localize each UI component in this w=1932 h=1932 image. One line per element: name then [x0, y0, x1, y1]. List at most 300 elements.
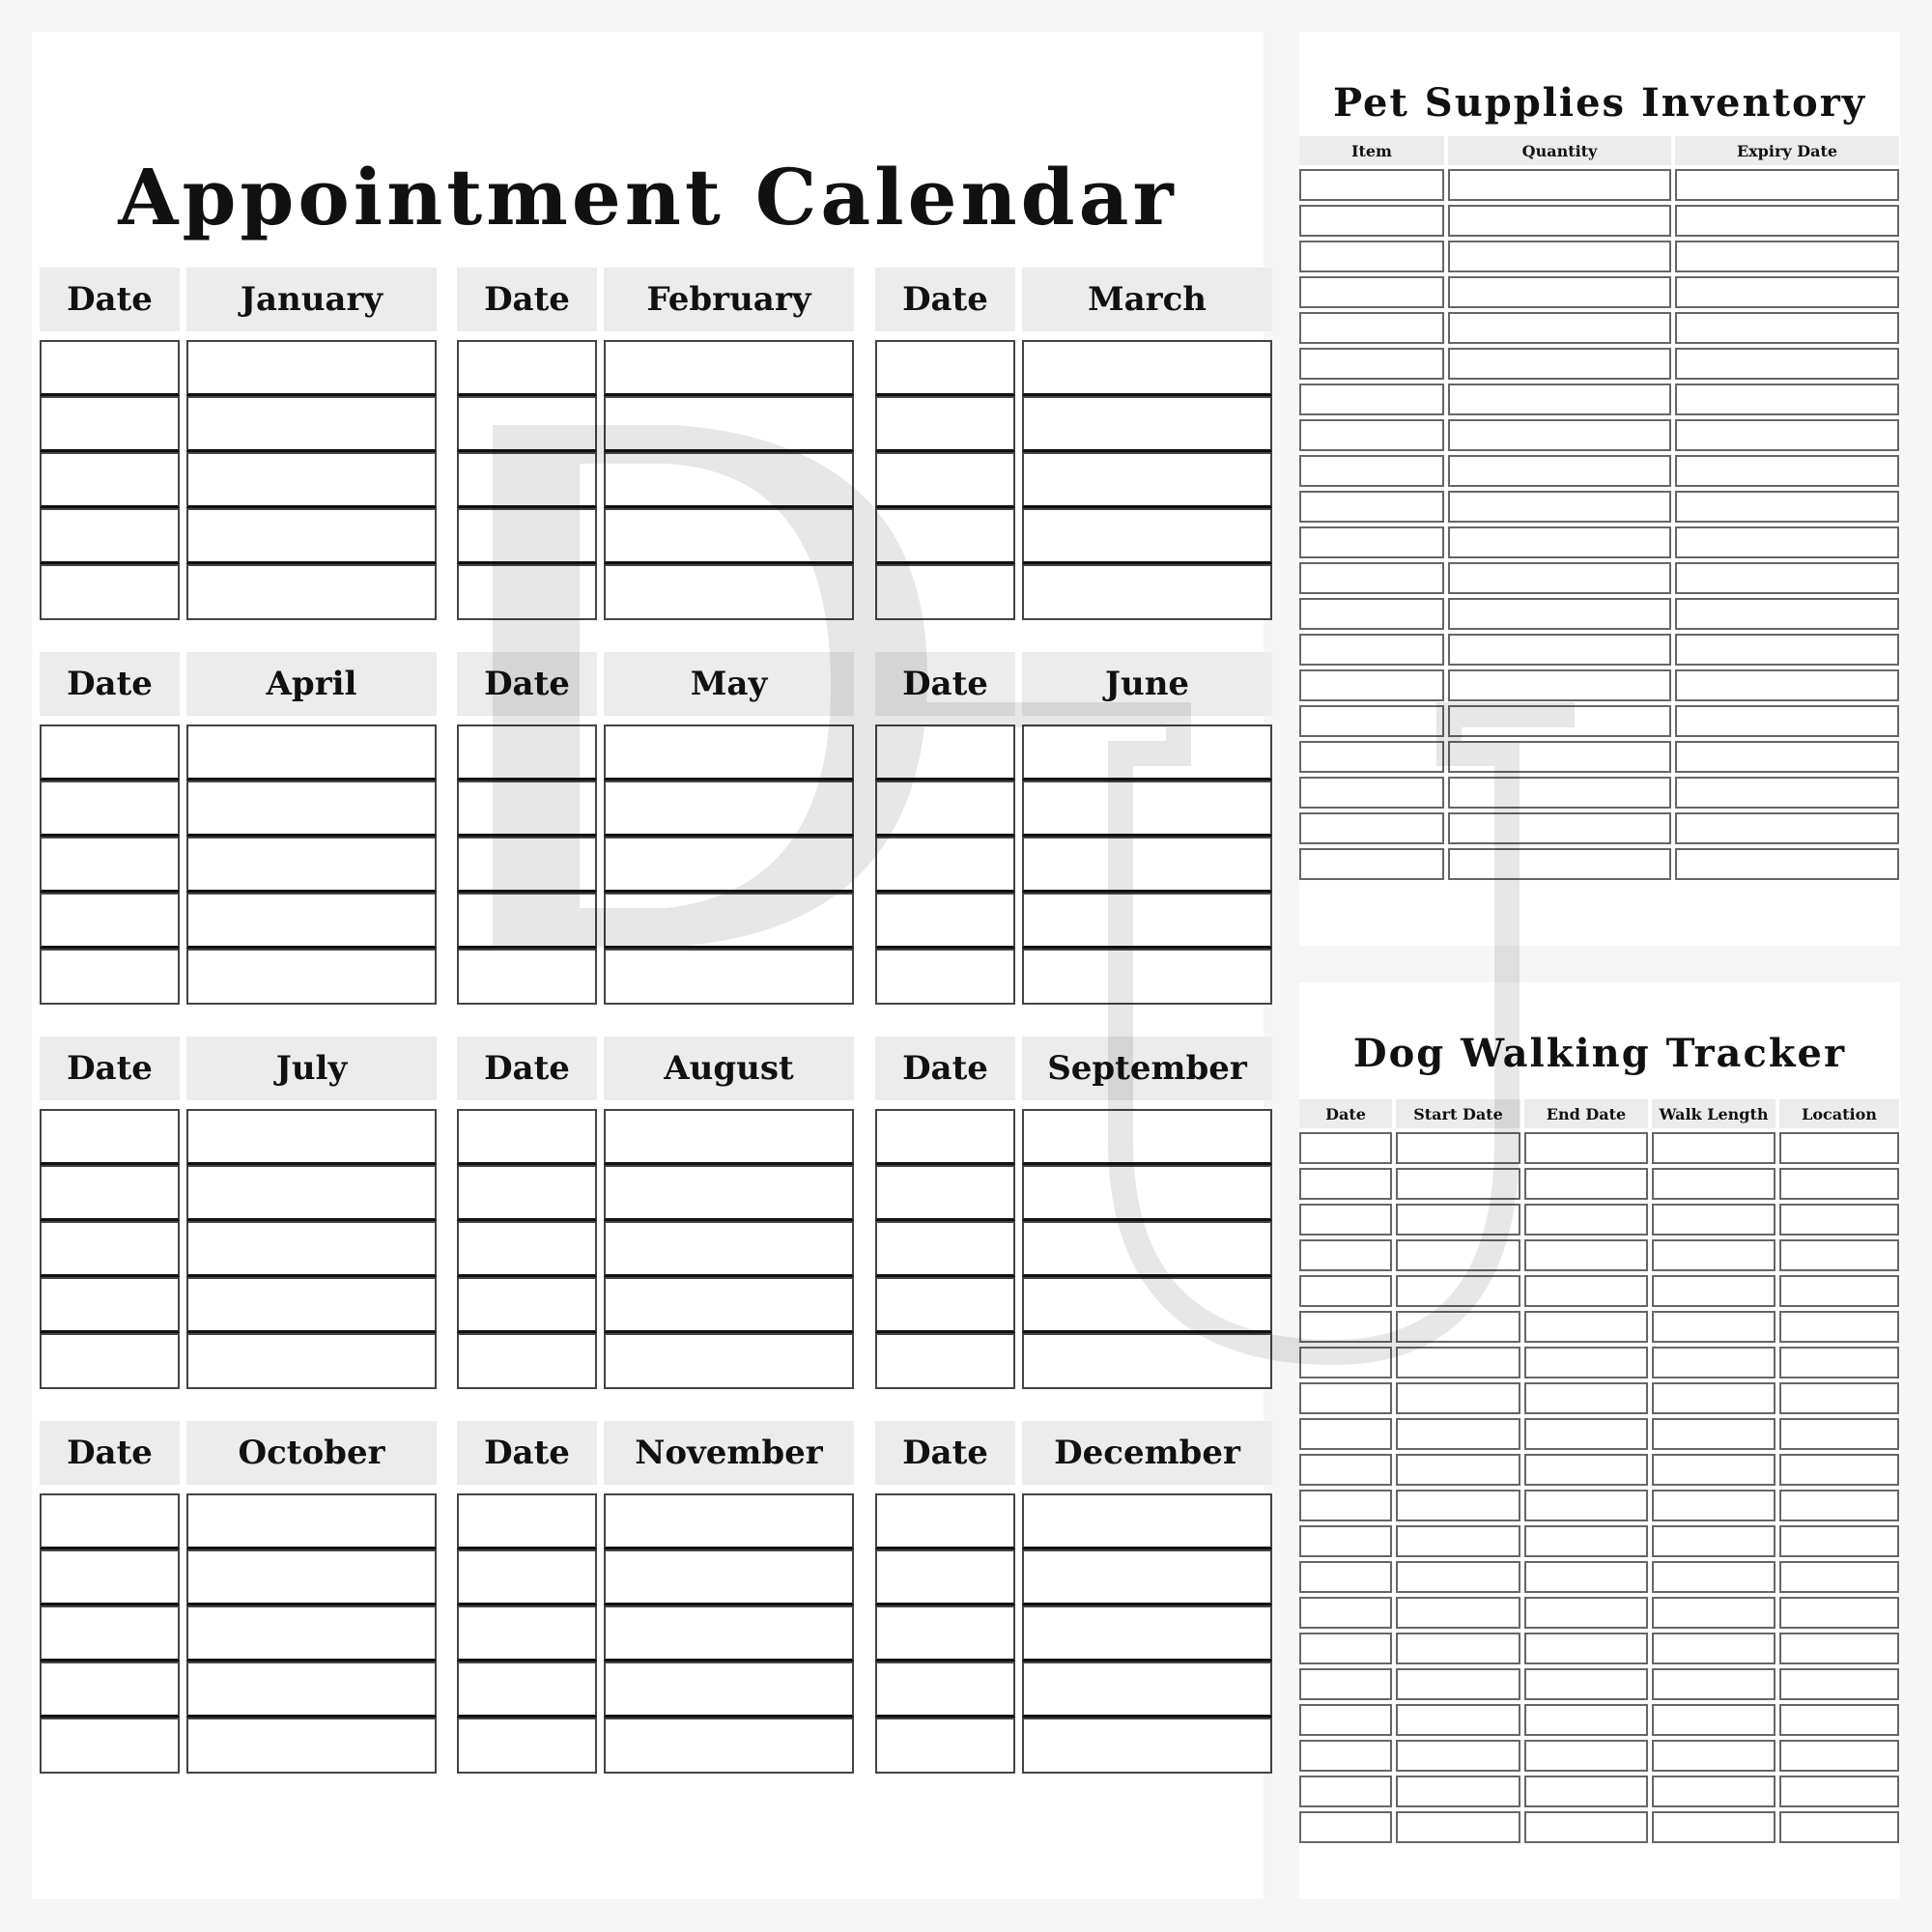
walking-cell[interactable] [1299, 1561, 1392, 1593]
appointment-cell[interactable] [604, 1221, 854, 1277]
walking-cell[interactable] [1524, 1168, 1648, 1200]
appointment-cell[interactable] [186, 1109, 437, 1165]
walking-cell[interactable] [1299, 1132, 1392, 1164]
date-cell[interactable] [40, 724, 180, 781]
appointment-cell[interactable] [604, 1605, 854, 1662]
walking-cell[interactable] [1524, 1811, 1648, 1843]
walking-cell[interactable] [1652, 1525, 1776, 1557]
inventory-cell[interactable] [1448, 241, 1671, 272]
walking-cell[interactable] [1652, 1668, 1776, 1700]
appointment-cell[interactable] [604, 452, 854, 508]
appointment-cell[interactable] [1022, 949, 1272, 1005]
walking-cell[interactable] [1652, 1382, 1776, 1414]
appointment-cell[interactable] [604, 508, 854, 564]
date-cell[interactable] [875, 837, 1015, 893]
walking-cell[interactable] [1396, 1204, 1520, 1236]
appointment-cell[interactable] [604, 837, 854, 893]
date-cell[interactable] [40, 1277, 180, 1333]
appointment-cell[interactable] [1022, 564, 1272, 620]
inventory-cell[interactable] [1448, 598, 1671, 630]
walking-cell[interactable] [1299, 1776, 1392, 1807]
appointment-cell[interactable] [604, 1493, 854, 1549]
walking-cell[interactable] [1396, 1132, 1520, 1164]
inventory-cell[interactable] [1448, 634, 1671, 666]
walking-cell[interactable] [1779, 1490, 1899, 1521]
walking-cell[interactable] [1299, 1418, 1392, 1450]
inventory-cell[interactable] [1299, 419, 1444, 451]
date-cell[interactable] [875, 893, 1015, 949]
date-cell[interactable] [875, 396, 1015, 452]
walking-cell[interactable] [1779, 1668, 1899, 1700]
inventory-cell[interactable] [1675, 741, 1899, 773]
inventory-cell[interactable] [1675, 455, 1899, 487]
date-cell[interactable] [457, 508, 597, 564]
date-cell[interactable] [457, 1277, 597, 1333]
walking-cell[interactable] [1396, 1168, 1520, 1200]
appointment-cell[interactable] [186, 340, 437, 396]
date-cell[interactable] [40, 1333, 180, 1389]
walking-cell[interactable] [1779, 1811, 1899, 1843]
inventory-cell[interactable] [1299, 777, 1444, 809]
walking-cell[interactable] [1396, 1490, 1520, 1521]
inventory-cell[interactable] [1299, 384, 1444, 415]
walking-cell[interactable] [1396, 1454, 1520, 1486]
date-header: Date [875, 1037, 1015, 1100]
appointment-cell[interactable] [604, 340, 854, 396]
walking-cell[interactable] [1524, 1597, 1648, 1629]
date-cell[interactable] [40, 1549, 180, 1605]
appointment-cell[interactable] [604, 1662, 854, 1718]
date-cell[interactable] [875, 1109, 1015, 1165]
appointment-cell[interactable] [186, 1221, 437, 1277]
walking-cell[interactable] [1396, 1311, 1520, 1343]
date-cell[interactable] [875, 452, 1015, 508]
walking-cell[interactable] [1524, 1776, 1648, 1807]
month-header: April [186, 652, 437, 716]
walking-cell[interactable] [1779, 1454, 1899, 1486]
date-cell[interactable] [875, 1605, 1015, 1662]
inventory-cell[interactable] [1448, 777, 1671, 809]
inventory-cell[interactable] [1299, 169, 1444, 201]
inventory-cell[interactable] [1448, 419, 1671, 451]
date-cell[interactable] [40, 452, 180, 508]
inventory-cell[interactable] [1675, 276, 1899, 308]
walking-cell[interactable] [1779, 1561, 1899, 1593]
inventory-cell[interactable] [1675, 419, 1899, 451]
inventory-cell[interactable] [1448, 276, 1671, 308]
appointment-cell[interactable] [186, 564, 437, 620]
appointment-cell[interactable] [1022, 1662, 1272, 1718]
inventory-cell[interactable] [1675, 348, 1899, 380]
appointment-cell[interactable] [604, 1549, 854, 1605]
inventory-cell[interactable] [1299, 455, 1444, 487]
appointment-cell[interactable] [604, 949, 854, 1005]
inventory-cell[interactable] [1448, 455, 1671, 487]
walking-cell[interactable] [1396, 1275, 1520, 1307]
date-cell[interactable] [457, 949, 597, 1005]
appointment-cell[interactable] [186, 396, 437, 452]
walking-cell[interactable] [1779, 1168, 1899, 1200]
date-cell[interactable] [40, 1165, 180, 1221]
appointment-cell[interactable] [1022, 1165, 1272, 1221]
date-cell[interactable] [40, 564, 180, 620]
walking-cell[interactable] [1396, 1382, 1520, 1414]
walking-cell[interactable] [1396, 1668, 1520, 1700]
appointment-cell[interactable] [186, 949, 437, 1005]
inventory-cell[interactable] [1675, 634, 1899, 666]
appointment-cell[interactable] [1022, 396, 1272, 452]
walking-cell[interactable] [1524, 1204, 1648, 1236]
date-cell[interactable] [40, 837, 180, 893]
walking-cell[interactable] [1524, 1454, 1648, 1486]
inventory-cell[interactable] [1448, 705, 1671, 737]
inventory-cell[interactable] [1675, 491, 1899, 523]
appointment-cell[interactable] [186, 452, 437, 508]
date-cell[interactable] [457, 1605, 597, 1662]
walking-cell[interactable] [1524, 1704, 1648, 1736]
inventory-cell[interactable] [1299, 562, 1444, 594]
inventory-cell[interactable] [1675, 812, 1899, 844]
inventory-cell[interactable] [1675, 562, 1899, 594]
inventory-cell[interactable] [1299, 812, 1444, 844]
walking-cell[interactable] [1779, 1132, 1899, 1164]
month-block-may [457, 652, 854, 1005]
walking-cell[interactable] [1652, 1776, 1776, 1807]
inventory-cell[interactable] [1675, 848, 1899, 880]
appointment-cell[interactable] [1022, 1549, 1272, 1605]
walking-cell[interactable] [1779, 1776, 1899, 1807]
walking-cell[interactable] [1779, 1597, 1899, 1629]
walking-cell[interactable] [1396, 1633, 1520, 1664]
walking-cell[interactable] [1652, 1418, 1776, 1450]
appointment-cell[interactable] [186, 1277, 437, 1333]
date-cell[interactable] [457, 837, 597, 893]
walking-cell[interactable] [1396, 1418, 1520, 1450]
walking-cell[interactable] [1299, 1597, 1392, 1629]
walking-cell[interactable] [1652, 1311, 1776, 1343]
date-cell[interactable] [875, 564, 1015, 620]
walking-cell[interactable] [1779, 1239, 1899, 1271]
walking-cell[interactable] [1779, 1347, 1899, 1378]
inventory-cell[interactable] [1299, 312, 1444, 344]
appointment-cell[interactable] [186, 724, 437, 781]
date-cell[interactable] [457, 340, 597, 396]
appointment-cell[interactable] [604, 1109, 854, 1165]
month-header: December [1022, 1421, 1272, 1485]
date-cell[interactable] [875, 1718, 1015, 1774]
appointment-cell[interactable] [604, 724, 854, 781]
walking-cell[interactable] [1779, 1525, 1899, 1557]
date-cell[interactable] [40, 508, 180, 564]
inventory-cell[interactable] [1299, 348, 1444, 380]
appointment-cell[interactable] [1022, 1333, 1272, 1389]
inventory-cell[interactable] [1448, 741, 1671, 773]
walking-cell[interactable] [1779, 1740, 1899, 1772]
date-cell[interactable] [457, 564, 597, 620]
date-cell[interactable] [40, 1662, 180, 1718]
inventory-cell[interactable] [1675, 669, 1899, 701]
appointment-cell[interactable] [604, 1333, 854, 1389]
walking-cell[interactable] [1652, 1168, 1776, 1200]
date-cell[interactable] [875, 1549, 1015, 1605]
appointment-cell[interactable] [1022, 1493, 1272, 1549]
appointment-calendar-page [32, 32, 1264, 1899]
walking-cell[interactable] [1299, 1454, 1392, 1486]
date-cell[interactable] [40, 1718, 180, 1774]
walking-cell[interactable] [1396, 1811, 1520, 1843]
appointment-cell[interactable] [1022, 724, 1272, 781]
walking-cell[interactable] [1524, 1239, 1648, 1271]
inventory-cell[interactable] [1299, 491, 1444, 523]
walking-cell[interactable] [1524, 1132, 1648, 1164]
walking-cell[interactable] [1396, 1525, 1520, 1557]
date-cell[interactable] [457, 396, 597, 452]
date-cell[interactable] [457, 1549, 597, 1605]
month-header: August [604, 1037, 854, 1100]
walking-cell[interactable] [1299, 1204, 1392, 1236]
inventory-cell[interactable] [1299, 276, 1444, 308]
appointment-cell[interactable] [604, 1277, 854, 1333]
appointment-cell[interactable] [186, 837, 437, 893]
appointment-cell[interactable] [186, 1493, 437, 1549]
inventory-cell[interactable] [1448, 205, 1671, 237]
walking-cell[interactable] [1524, 1347, 1648, 1378]
inventory-cell[interactable] [1448, 562, 1671, 594]
appointment-cell[interactable] [186, 781, 437, 837]
walking-cell[interactable] [1652, 1454, 1776, 1486]
date-cell[interactable] [457, 1221, 597, 1277]
inventory-cell[interactable] [1448, 312, 1671, 344]
walking-cell[interactable] [1396, 1347, 1520, 1378]
date-header: Date [875, 652, 1015, 716]
inventory-cell[interactable] [1675, 705, 1899, 737]
walking-cell[interactable] [1299, 1311, 1392, 1343]
appointment-cell[interactable] [604, 781, 854, 837]
walking-cell[interactable] [1396, 1776, 1520, 1807]
inventory-cell[interactable] [1675, 169, 1899, 201]
inventory-cell[interactable] [1299, 705, 1444, 737]
inventory-cell[interactable] [1675, 526, 1899, 558]
date-cell[interactable] [457, 724, 597, 781]
inventory-cell[interactable] [1675, 598, 1899, 630]
appointment-cell[interactable] [604, 1165, 854, 1221]
date-cell[interactable] [40, 1221, 180, 1277]
inventory-cell[interactable] [1448, 348, 1671, 380]
walking-cell[interactable] [1524, 1418, 1648, 1450]
appointment-cell[interactable] [1022, 508, 1272, 564]
walking-cell[interactable] [1652, 1740, 1776, 1772]
walking-cell[interactable] [1299, 1811, 1392, 1843]
date-cell[interactable] [875, 1333, 1015, 1389]
appointment-cell[interactable] [604, 1718, 854, 1774]
walking-cell[interactable] [1652, 1132, 1776, 1164]
walking-cell[interactable] [1299, 1275, 1392, 1307]
walking-cell[interactable] [1652, 1704, 1776, 1736]
month-block-august [457, 1037, 854, 1389]
walking-cell[interactable] [1779, 1418, 1899, 1450]
month-header: September [1022, 1037, 1272, 1100]
appointment-cell[interactable] [186, 1662, 437, 1718]
walking-cell[interactable] [1396, 1740, 1520, 1772]
month-header: July [186, 1037, 437, 1100]
appointment-cell[interactable] [1022, 781, 1272, 837]
walking-cell[interactable] [1652, 1633, 1776, 1664]
inventory-cell[interactable] [1448, 384, 1671, 415]
inventory-cell[interactable] [1675, 205, 1899, 237]
inventory-cell[interactable] [1675, 384, 1899, 415]
month-block-february [457, 268, 854, 620]
date-cell[interactable] [40, 396, 180, 452]
inventory-cell[interactable] [1675, 312, 1899, 344]
appointment-cell[interactable] [604, 893, 854, 949]
date-cell[interactable] [875, 1221, 1015, 1277]
walking-cell[interactable] [1524, 1275, 1648, 1307]
walking-cell[interactable] [1524, 1311, 1648, 1343]
date-cell[interactable] [457, 1109, 597, 1165]
date-cell[interactable] [875, 508, 1015, 564]
date-cell[interactable] [875, 1493, 1015, 1549]
month-block-december [875, 1421, 1272, 1774]
walking-cell[interactable] [1652, 1275, 1776, 1307]
walking-cell[interactable] [1299, 1740, 1392, 1772]
date-cell[interactable] [40, 949, 180, 1005]
walking-cell[interactable] [1396, 1239, 1520, 1271]
walking-cell[interactable] [1652, 1811, 1776, 1843]
appointment-cell[interactable] [1022, 340, 1272, 396]
inventory-cell[interactable] [1299, 848, 1444, 880]
date-cell[interactable] [457, 1493, 597, 1549]
date-cell[interactable] [875, 1662, 1015, 1718]
date-cell[interactable] [875, 949, 1015, 1005]
month-header: November [604, 1421, 854, 1485]
date-cell[interactable] [457, 781, 597, 837]
inventory-cell[interactable] [1299, 634, 1444, 666]
date-cell[interactable] [457, 1718, 597, 1774]
appointment-cell[interactable] [1022, 893, 1272, 949]
date-cell[interactable] [40, 893, 180, 949]
appointment-cell[interactable] [186, 1718, 437, 1774]
walking-cell[interactable] [1396, 1704, 1520, 1736]
date-header: Date [457, 1421, 597, 1485]
date-cell[interactable] [875, 1165, 1015, 1221]
walking-header-walk-length: Walk Length [1652, 1099, 1776, 1128]
appointment-cell[interactable] [186, 1549, 437, 1605]
inventory-cell[interactable] [1448, 526, 1671, 558]
inventory-cell[interactable] [1675, 777, 1899, 809]
walking-cell[interactable] [1524, 1490, 1648, 1521]
date-cell[interactable] [40, 1109, 180, 1165]
date-cell[interactable] [457, 1165, 597, 1221]
walking-cell[interactable] [1779, 1382, 1899, 1414]
inventory-cell[interactable] [1448, 169, 1671, 201]
date-cell[interactable] [457, 1662, 597, 1718]
walking-cell[interactable] [1299, 1704, 1392, 1736]
inventory-cell[interactable] [1448, 812, 1671, 844]
date-cell[interactable] [40, 1493, 180, 1549]
walking-cell[interactable] [1299, 1168, 1392, 1200]
walking-cell[interactable] [1396, 1561, 1520, 1593]
walking-cell[interactable] [1652, 1561, 1776, 1593]
walking-cell[interactable] [1299, 1382, 1392, 1414]
appointment-cell[interactable] [186, 1333, 437, 1389]
walking-cell[interactable] [1524, 1382, 1648, 1414]
inventory-cell[interactable] [1299, 669, 1444, 701]
walking-cell[interactable] [1652, 1597, 1776, 1629]
appointment-cell[interactable] [186, 1165, 437, 1221]
date-cell[interactable] [457, 1333, 597, 1389]
walking-cell[interactable] [1779, 1704, 1899, 1736]
pet-supplies-inventory-page [1299, 32, 1900, 946]
walking-cell[interactable] [1299, 1239, 1392, 1271]
date-cell[interactable] [40, 781, 180, 837]
walking-cell[interactable] [1524, 1668, 1648, 1700]
walking-cell[interactable] [1299, 1490, 1392, 1521]
walking-cell[interactable] [1652, 1490, 1776, 1521]
inventory-cell[interactable] [1299, 241, 1444, 272]
inventory-header-item: Item [1299, 136, 1444, 165]
inventory-cell[interactable] [1299, 598, 1444, 630]
inventory-cell[interactable] [1448, 848, 1671, 880]
walking-cell[interactable] [1524, 1525, 1648, 1557]
walking-cell[interactable] [1779, 1633, 1899, 1664]
walking-cell[interactable] [1652, 1347, 1776, 1378]
date-cell[interactable] [875, 724, 1015, 781]
walking-cell[interactable] [1396, 1597, 1520, 1629]
date-cell[interactable] [875, 781, 1015, 837]
appointment-cell[interactable] [1022, 1221, 1272, 1277]
date-cell[interactable] [40, 340, 180, 396]
appointment-cell[interactable] [1022, 1109, 1272, 1165]
appointment-cell[interactable] [186, 893, 437, 949]
walking-cell[interactable] [1524, 1740, 1648, 1772]
appointment-cell[interactable] [1022, 1718, 1272, 1774]
appointment-cell[interactable] [1022, 837, 1272, 893]
walking-cell[interactable] [1299, 1633, 1392, 1664]
walking-cell[interactable] [1524, 1561, 1648, 1593]
walking-cell[interactable] [1652, 1204, 1776, 1236]
walking-cell[interactable] [1779, 1275, 1899, 1307]
appointment-cell[interactable] [186, 508, 437, 564]
month-header: January [186, 268, 437, 331]
walking-cell[interactable] [1524, 1633, 1648, 1664]
date-cell[interactable] [40, 1605, 180, 1662]
walking-cell[interactable] [1299, 1347, 1392, 1378]
inventory-cell[interactable] [1448, 669, 1671, 701]
appointment-cell[interactable] [1022, 452, 1272, 508]
appointment-cell[interactable] [604, 396, 854, 452]
appointment-cell[interactable] [1022, 1605, 1272, 1662]
date-cell[interactable] [457, 893, 597, 949]
date-cell[interactable] [457, 452, 597, 508]
inventory-cell[interactable] [1299, 741, 1444, 773]
date-cell[interactable] [875, 1277, 1015, 1333]
appointment-cell[interactable] [604, 564, 854, 620]
walking-cell[interactable] [1299, 1668, 1392, 1700]
inventory-cell[interactable] [1299, 526, 1444, 558]
inventory-cell[interactable] [1675, 241, 1899, 272]
date-header: Date [457, 268, 597, 331]
inventory-cell[interactable] [1299, 205, 1444, 237]
month-block-march [875, 268, 1272, 620]
appointment-cell[interactable] [186, 1605, 437, 1662]
date-cell[interactable] [875, 340, 1015, 396]
inventory-cell[interactable] [1448, 491, 1671, 523]
appointment-cell[interactable] [1022, 1277, 1272, 1333]
walking-cell[interactable] [1779, 1204, 1899, 1236]
walking-cell[interactable] [1779, 1311, 1899, 1343]
walking-cell[interactable] [1299, 1525, 1392, 1557]
walking-cell[interactable] [1652, 1239, 1776, 1271]
